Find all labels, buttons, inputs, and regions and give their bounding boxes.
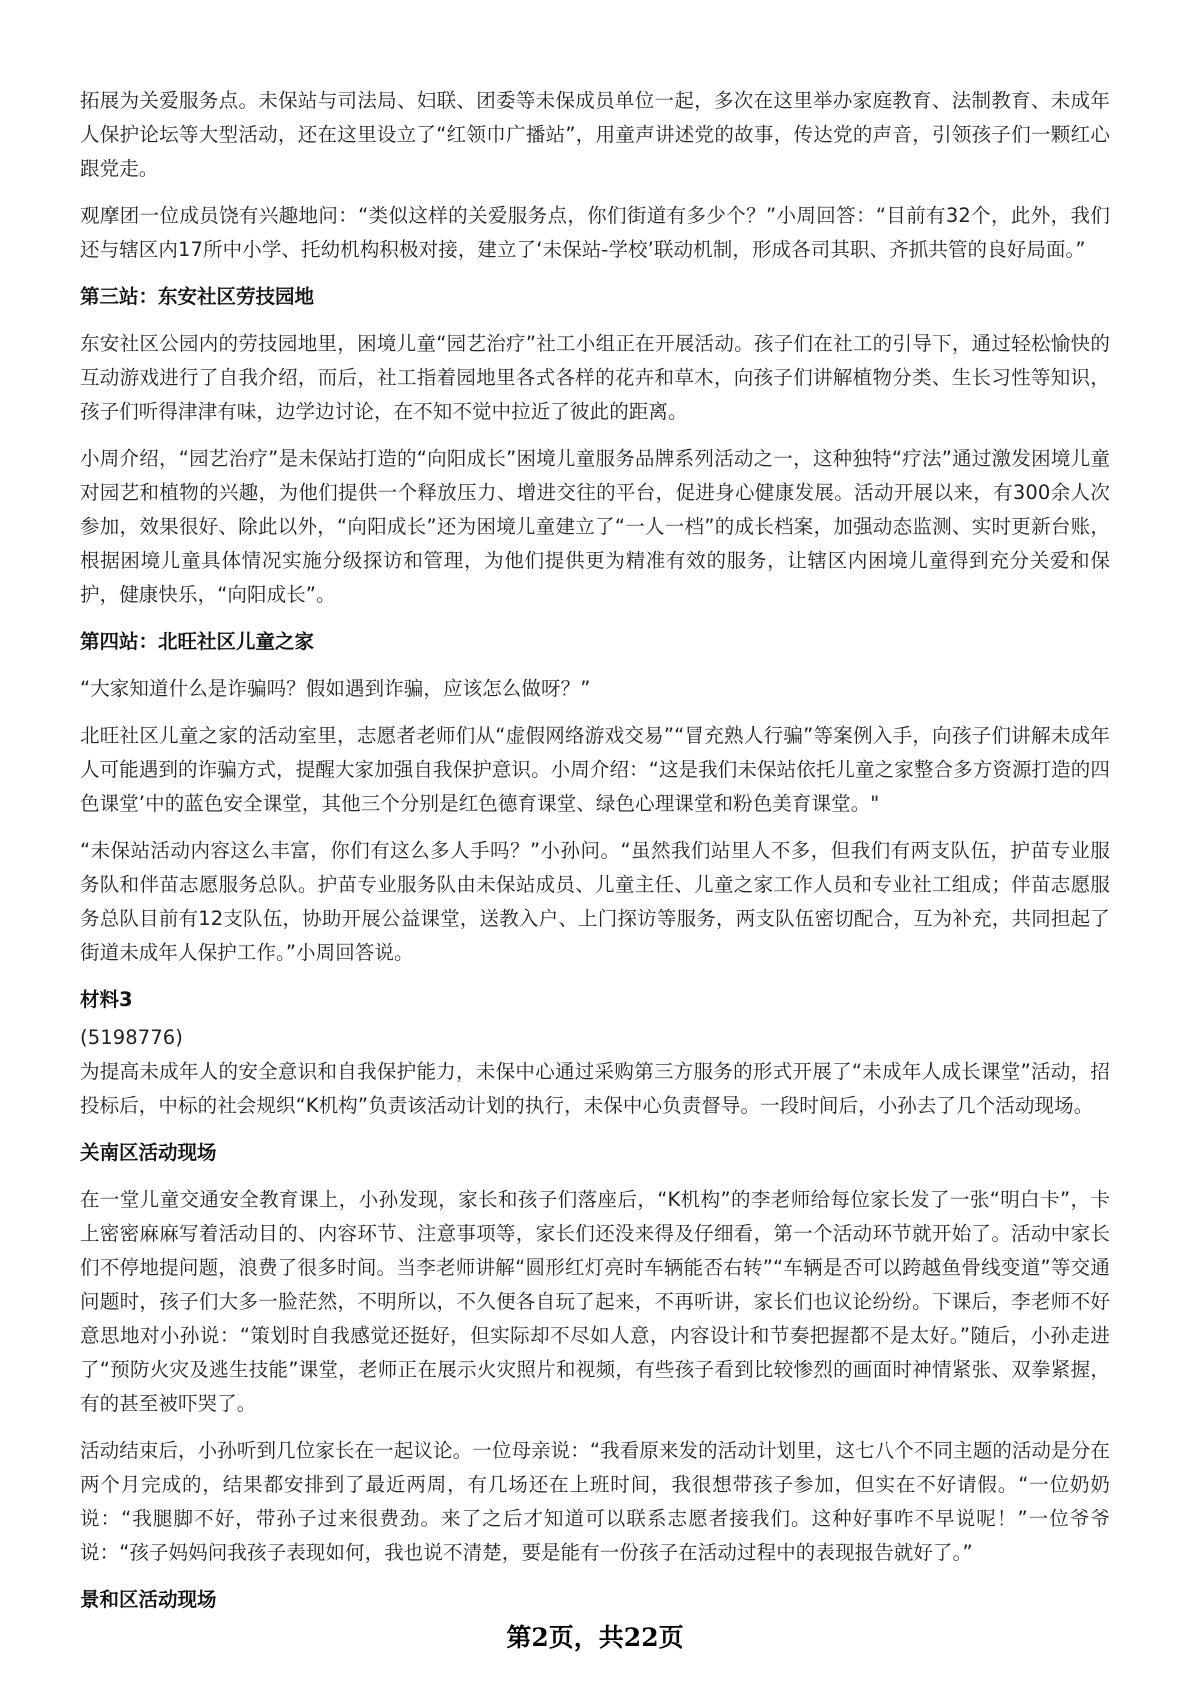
paragraph-safety-class: 北旺社区儿童之家的活动室里，志愿者老师们从“虚假网络游戏交易”“冒充熟人行骗”等案例入手，向孩子们讲解未成年人可能遇到的诈骗方式，提醒大家加强自我保护意识。小周介绍：“这是我们未保站依托儿童之家整合多方资源打造的四色课堂’中的蓝色安全课堂，其他三个分别是红色德育课堂、绿色心理课堂和粉色美育课堂。"	[80, 724, 1110, 815]
paragraph-parent-feedback: 活动结束后，小孙听到几位家长在一起议论。一位母亲说：“我看原来发的活动计划里，这七八个不同主题的活动是分在两个月完成的，结果都安排到了最近两周，有几场还在上班时间，我很想带孩子参加，但实在不好请假。“一位奶奶说：“我腿脚不好，带孙子过来很费劲。来了之后才知道可以联系志愿者接我们。这种好事咋不早说呢！”一位爷爷说：“孩子妈妈问我孩子表现如何，我也说不清楚，要是能有一份孩子在活动过程中的表现报告就好了。”	[80, 1439, 1110, 1564]
material-code: (5198776)	[80, 1026, 183, 1049]
section-heading-station-three: 第三站：东安社区劳技园地	[80, 285, 315, 308]
document-body	[80, 84, 1110, 1630]
paragraph-garden-activity: 东安社区公园内的劳技园地里，困境儿童“园艺治疗”社工小组正在开展活动。孩子们在社工的引导下，通过轻松愉快的互动游戏进行了自我介绍，而后，社工指着园地里各式各样的花卉和草木，向孩子们讲解植物分类、生长习性等知识，孩子们听得津津有味，边学边讨论，在不知不觉中拉近了彼此的距离。	[80, 332, 1110, 423]
section-heading-jinghe: 景和区活动现场	[80, 1588, 217, 1611]
paragraph-growth-class: 为提高未成年人的安全意识和自我保护能力，未保中心通过采购第三方服务的形式开展了“未成年人成长课堂”活动，招投标后，中标的社会规织“K机构”负责该活动计划的执行，未保中心负责督导。一段时间后，小孙去了几个活动现场。	[80, 1060, 1110, 1117]
section-heading-station-four: 第四站：北旺社区儿童之家	[80, 630, 315, 653]
paragraph-observer-question: 观摩团一位成员饶有兴趣地问：“类似这样的关爱服务点，你们街道有多少个？”小周回答：“目前有32个，此外，我们还与辖区内17所中小学、托幼机构积极对接，建立了‘未保站-学校’联动机制，形成各司其职、齐抓共管的良好局面。”	[80, 204, 1110, 261]
paragraph-traffic-class: 在一堂儿童交通安全教育课上，小孙发现，家长和孩子们落座后，“K机构”的李老师给每位家长发了一张“明白卡”，卡上密密麻麻写着活动目的、内容环节、注意事项等，家长们还没来得及仔细看，第一个活动环节就开始了。活动中家长们不停地提问题，浪费了很多时间。当李老师讲解“圆形红灯亮时车辆能否右转”“车辆是否可以跨越鱼骨线变道”等交通问题时，孩子们大多一脸茫然，不明所以，不久便各自玩了起来，不再听讲，家长们也议论纷纷。下课后，李老师不好意思地对小孙说：“策划时自我感觉还挺好，但实际却不尽如人意，内容设计和节奏把握都不是太好。”随后，小孙走进了“预防火灾及逃生技能”课堂，老师正在展示火灾照片和视频，有些孩子看到比较惨烈的画面时神情紧张、双拳紧握，有的甚至被吓哭了。	[80, 1188, 1110, 1415]
section-heading-guannan: 关南区活动现场	[80, 1141, 217, 1164]
paragraph-garden-therapy: 小周介绍，“园艺治疗”是未保站打造的“向阳成长”困境儿童服务品牌系列活动之一，这种独特“疗法”通过激发困境儿童对园艺和植物的兴趣，为他们提供一个释放压力、增进交往的平台，促进身心健康发展。活动开展以来，有300余人次参加，效果很好、除此以外，“向阳成长”还为困境儿童建立了“一人一档”的成长档案，加强动态监测、实时更新台账，根据困境儿童具体情况实施分级探访和管理，为他们提供更为精准有效的服务，让辖区内困境儿童得到充分关爱和保护，健康快乐，“向阳成长”。	[80, 447, 1110, 606]
paragraph-fraud-question: “大家知道什么是诈骗吗？假如遇到诈骗，应该怎么做呀？”	[80, 677, 591, 700]
material-heading: 材料3	[80, 988, 133, 1011]
paragraph-intro-continued: 拓展为关爱服务点。未保站与司法局、妇联、团委等未保成员单位一起，多次在这里举办家庭教育、法制教育、未成年人保护论坛等大型活动，还在这里设立了“红领巾广播站”，用童声讲述党的故事，传达党的声音，引领孩子们一颗红心跟党走。	[80, 89, 1110, 180]
page-number: 第2页，共22页	[506, 1623, 684, 1652]
paragraph-volunteer-teams: “未保站活动内容这么丰富，你们有这么多人手吗？”小孙问。“虽然我们站里人不多，但我们有两支队伍，护苗专业服务队和伴苗志愿服务总队。护苗专业服务队由未保站成员、儿童主任、儿童之家工作人员和专业社工组成；伴苗志愿服务总队目前有12支队伍，协助开展公益课堂，送教入户、上门探访等服务，两支队伍密切配合，互为补充，共同担起了街道未成年人保护工作。”小周回答说。	[80, 839, 1110, 964]
